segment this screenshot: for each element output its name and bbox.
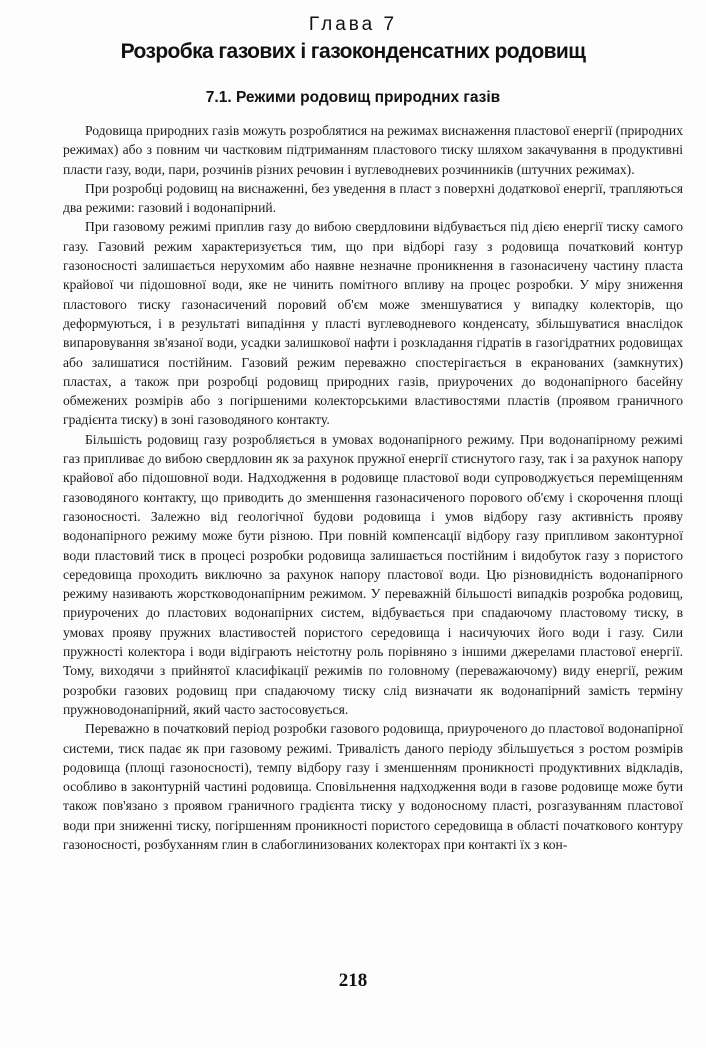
paragraph: Більшість родовищ газу розробляється в умовах водонапірного режиму. При водонапірному режимі газ припливає до вибою свердловин як за рахунок пружної енергії стиснутого газу, так і за рахунок напору крайової або підошовної води. Надходження в родовище пластової води супроводжується переміщенням газоводяного контакту, що приводить до зменшення газонасиченого порового об'єму і скорочення площі газоносності. Залежно від геологічної будови родовища і умов відбору газу активність прояву водонапірного режиму може бути різною. При повній компенсації відбору газу припливом законтурної води пластовий тиск в процесі розробки родовища залишається постійним і видобуток газу з пористого середовища проходить виключно за рахунок напору пластової води. Цю різновидність водонапірного режиму називають жорстководонапірним режимом. У переважній більшості випадків розробка родовищ, приурочених до пластових водонапірних систем, відбувається при спадаючому пластовому тиску, в умовах прояву пружних властивостей пористого середовища і насичуючих його води і газу. Сили пружності колектора і води відіграють неістотну роль порівняно з іншими джерелами пластової енергії. Тому, виходячи з прийнятої класифікації режимів по головному (переважаючому) виду енергії, режим розробки газових родовищ при спадаючому тиску слід визначати як водонапірний замість терміну пружноводонапірний, який часто застосовується.	[63, 431, 683, 717]
body-text	[63, 121, 683, 854]
chapter-title: Розробка газових і газоконденсатних родовищ	[120, 40, 586, 63]
section-title: 7.1. Режими родовищ природних газів	[205, 89, 501, 106]
paragraph: При газовому режимі приплив газу до вибою свердловини відбувається під дією енергії тиску самого газу. Газовий режим характеризується тим, що при відборі газу з родовища початковий контур газоносності залишається нерухомим або наявне незначне проникнення в газонасичену частину пласта крайової чи підошовної води, яке не чинить помітного впливу на процес розробки. У міру зниження пластового тиску газонасичений поровий об'єм може зменшуватися у випадку колекторів, що деформуються, і в результаті випадіння у пласті вуглеводневого конденсату, збільшуватися внаслідок випаровування зв'язаної води, усадки залишкової нафти і розкладання гідратів в газогідратних родовищах або залишатися постійним. Газовий режим переважно спостерігається в екранованих (замкнутих) пластах, а також при розробці родовищ природних газів, приурочених до водонапірного басейну обмежених розмірів або з погіршеними колекторськими властивостями пластів (проявом граничного градієнта тиску) в зоні газоводяного контакту.	[63, 219, 683, 428]
paragraph: Переважно в початковий період розробки газового родовища, приуроченого до пластової водонапірної системи, тиск падає як при газовому режимі. Тривалість даного періоду збільшується з ростом розмірів родовища (площі газоносності), темпу відбору газу і зменшенням проникності продуктивних відкладів, особливо в законтурній частині родовища. Сповільнення надходження води в газове родовище може бути також пов'язано з проявом граничного градієнта тиску у водоносному пласті, розгазуванням пластової води при зниженні тиску, погіршенням проникності пористого середовища в області початкового контуру газоносності, розбуханням глин в слабоглинизованих колекторах при контакті їх з кон-	[63, 721, 683, 852]
page-number: 218	[338, 970, 368, 991]
paragraph: Родовища природних газів можуть розроблятися на режимах виснаження пластової енергії (природних режимах) або з повним чи частковим підтриманням пластового тиску шляхом закачування в продуктивні пласти газу, води, пари, розчинів різних речовин і вуглеводневих розчинників (штучних режимах).	[63, 123, 683, 177]
chapter-label: Глава 7	[308, 14, 398, 35]
paragraph: При розробці родовищ на виснаженні, без уведення в пласт з поверхні додаткової енергії, трапляються два режими: газовий і водонапірний.	[63, 180, 683, 216]
